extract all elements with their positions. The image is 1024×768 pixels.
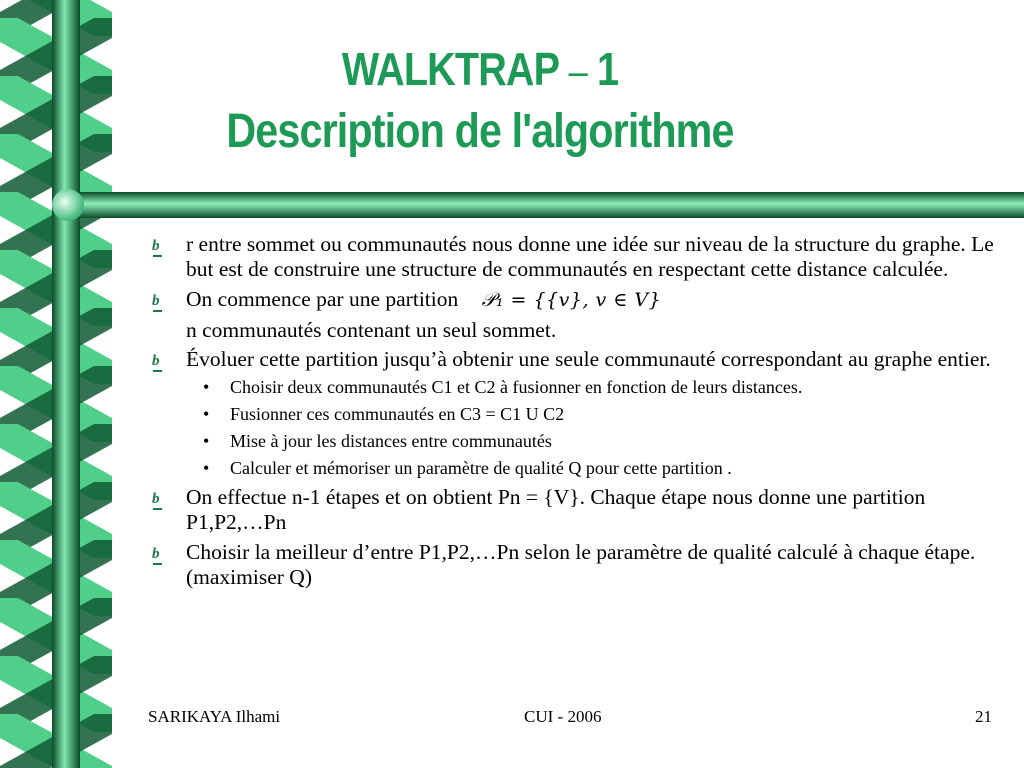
sub-bullet-item: [148, 377, 1008, 397]
bullet-list: [148, 232, 1008, 595]
bullet-text: Choisir la meilleur d’entre P1,P2,…Pn selon le paramètre de qualité calculé à chaque étape.(maximiser Q): [186, 540, 976, 589]
sub-bullet-item: [148, 404, 1008, 424]
bullet-continuation: n communautés contenant un seul sommet.: [186, 318, 557, 342]
bullet-item: [148, 485, 1008, 535]
bullet-icon: b: [152, 238, 160, 254]
sub-bullet-text: Mise à jour les distances entre communautés: [230, 431, 552, 451]
sub-bullet-dot: •: [203, 377, 210, 397]
horizontal-bar: [60, 192, 1024, 218]
bullet-text: r entre sommet ou communautés nous donne une idée sur niveau de la structure du graphe. Le but est de construire une structure de communautés en respectant cette distance calculée.: [186, 232, 994, 281]
sub-bullet-text: Choisir deux communautés C1 et C2 à fusionner en fonction de leurs distances.: [230, 377, 803, 397]
bullet-icon: b: [152, 353, 160, 369]
sub-bullet-dot: •: [203, 431, 210, 451]
bullet-text: On commence par une partition: [186, 287, 459, 311]
sub-bullet-item: [148, 458, 1008, 478]
bullet-text: Évoluer cette partition jusqu’à obtenir une seule communauté correspondant au graphe entier.: [186, 347, 991, 371]
sub-bullet-dot: •: [203, 458, 210, 478]
bullet-item: [148, 232, 1008, 282]
bullet-item: [148, 347, 1008, 372]
sub-bullet-dot: •: [203, 404, 210, 424]
slide-title: [170, 42, 789, 96]
title-main: WALKTRAP: [341, 43, 559, 95]
bullet-text: On effectue n-1 étapes et on obtient Pn = {V}. Chaque étape nous donne une partition P1,P2,…Pn: [186, 485, 926, 534]
title-dash: –: [568, 50, 587, 94]
footer-event: CUI - 2006: [524, 707, 602, 726]
bullet-icon: b: [152, 293, 160, 309]
math-formula: 𝒫₁ = {{v}, v ∈ V}: [481, 289, 662, 311]
bullet-icon: b: [152, 546, 160, 562]
bullet-item: [148, 287, 1008, 313]
sub-bullet-text: Fusionner ces communautés en C3 = C1 U C2: [230, 404, 565, 424]
bar-knob: [52, 189, 84, 221]
title-number: 1: [596, 43, 619, 95]
sub-bullet-text: Calculer et mémoriser un paramètre de qualité Q pour cette partition .: [230, 458, 732, 478]
footer-author: SARIKAYA Ilhami: [148, 707, 281, 726]
bullet-item: [148, 540, 1008, 590]
slide-subtitle: Description de l'algorithme: [226, 105, 734, 158]
sub-bullet-item: [148, 431, 1008, 451]
bullet-icon: b: [152, 491, 160, 507]
vertical-pole: [52, 0, 80, 768]
footer-page-number: 21: [975, 707, 992, 726]
